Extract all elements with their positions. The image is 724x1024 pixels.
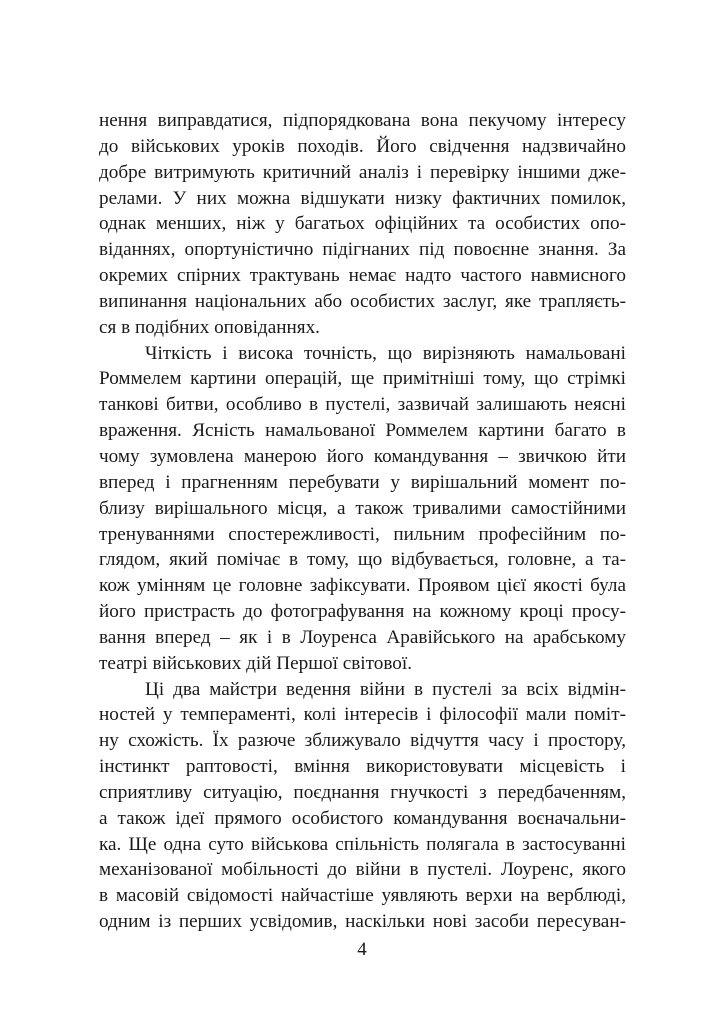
text-line: глядом, який помічає в тому, що відбувається, головне, а та- bbox=[99, 549, 626, 571]
paragraph-3 bbox=[99, 677, 626, 935]
text-line: вання вперед – як і в Лоуренса Аравійського на арабському bbox=[99, 626, 626, 648]
text-line: Чіткість і висока точність, що вирізняють намальовані bbox=[145, 342, 626, 364]
text-line: вперед і прагненням перебувати у вирішальний момент по- bbox=[99, 471, 626, 493]
text-line: танкові битви, особливо в пустелі, зазвичай залишають неясні bbox=[99, 394, 626, 416]
text-line: Роммелем картини операцій, ще примітніші тому, що стрімкі bbox=[99, 368, 626, 390]
page-number: 4 bbox=[357, 939, 367, 960]
text-line: віданнях, опортуністично підігнаних під повоєнне знання. За bbox=[99, 239, 626, 261]
text-line: одним із перших усвідомив, наскільки нові засоби пересуван- bbox=[99, 911, 626, 933]
paragraph-1 bbox=[99, 108, 626, 341]
text-line: ну схожість. Їх разюче зближувало відчуття часу і простору, bbox=[99, 730, 626, 752]
text-line: добре витримують критичний аналіз і перевірку іншими дже- bbox=[99, 161, 626, 183]
text-line: чому зумовлена манерою його командування – звичкою йти bbox=[99, 445, 626, 467]
text-line: ка. Ще одна суто військова спільність полягала в застосуванні bbox=[99, 833, 626, 855]
text-line: випинання національних або особистих заслуг, яке трапляєть- bbox=[99, 290, 626, 312]
text-line: до військових уроків походів. Його свідчення надзвичайно bbox=[99, 135, 626, 157]
text-line: однак менших, ніж у багатьох офіційних та особистих опо- bbox=[99, 213, 626, 235]
text-line: інстинкт раптовості, вміння використовувати місцевість і bbox=[99, 756, 626, 778]
text-line: ностей у темпераменті, колі інтересів і філософії мали поміт- bbox=[99, 704, 626, 726]
text-line: а також ідеї прямого особистого командування воєначальни- bbox=[99, 807, 626, 829]
text-line: сприятливу ситуацію, поєднання гнучкості з передбаченням, bbox=[99, 781, 626, 803]
text-line: Ці два майстри ведення війни в пустелі за всіх відмін- bbox=[145, 678, 626, 700]
paragraph-2 bbox=[99, 341, 626, 677]
text-line: тренуваннями спостережливості, пильним професійним по- bbox=[99, 523, 626, 545]
text-line: близу вирішального місця, а також тривалими самостійними bbox=[99, 497, 626, 519]
text-line: нення виправдатися, підпорядкована вона пекучому інтересу bbox=[99, 110, 626, 131]
text-line: враження. Ясність намальованої Роммелем картини багато в bbox=[99, 420, 626, 442]
text-line: кож умінням це головне зафіксувати. Проявом цієї якості була bbox=[99, 575, 626, 597]
text-line: релами. У них можна відшукати низку фактичних помилок, bbox=[99, 187, 626, 209]
body-text bbox=[99, 108, 626, 935]
text-line: театрі військових дій Першої світової. bbox=[99, 652, 412, 674]
text-line: окремих спірних трактувань немає надто частого навмисного bbox=[99, 265, 626, 287]
text-line: ся в подібних оповіданнях. bbox=[99, 316, 320, 338]
text-line: механізованої мобільності до війни в пустелі. Лоуренс, якого bbox=[99, 859, 626, 881]
text-line: в масовій свідомості найчастіше уявляють верхи на верблюді, bbox=[99, 885, 626, 907]
text-line: його пристрасть до фотографування на кожному кроці просу- bbox=[99, 601, 626, 623]
